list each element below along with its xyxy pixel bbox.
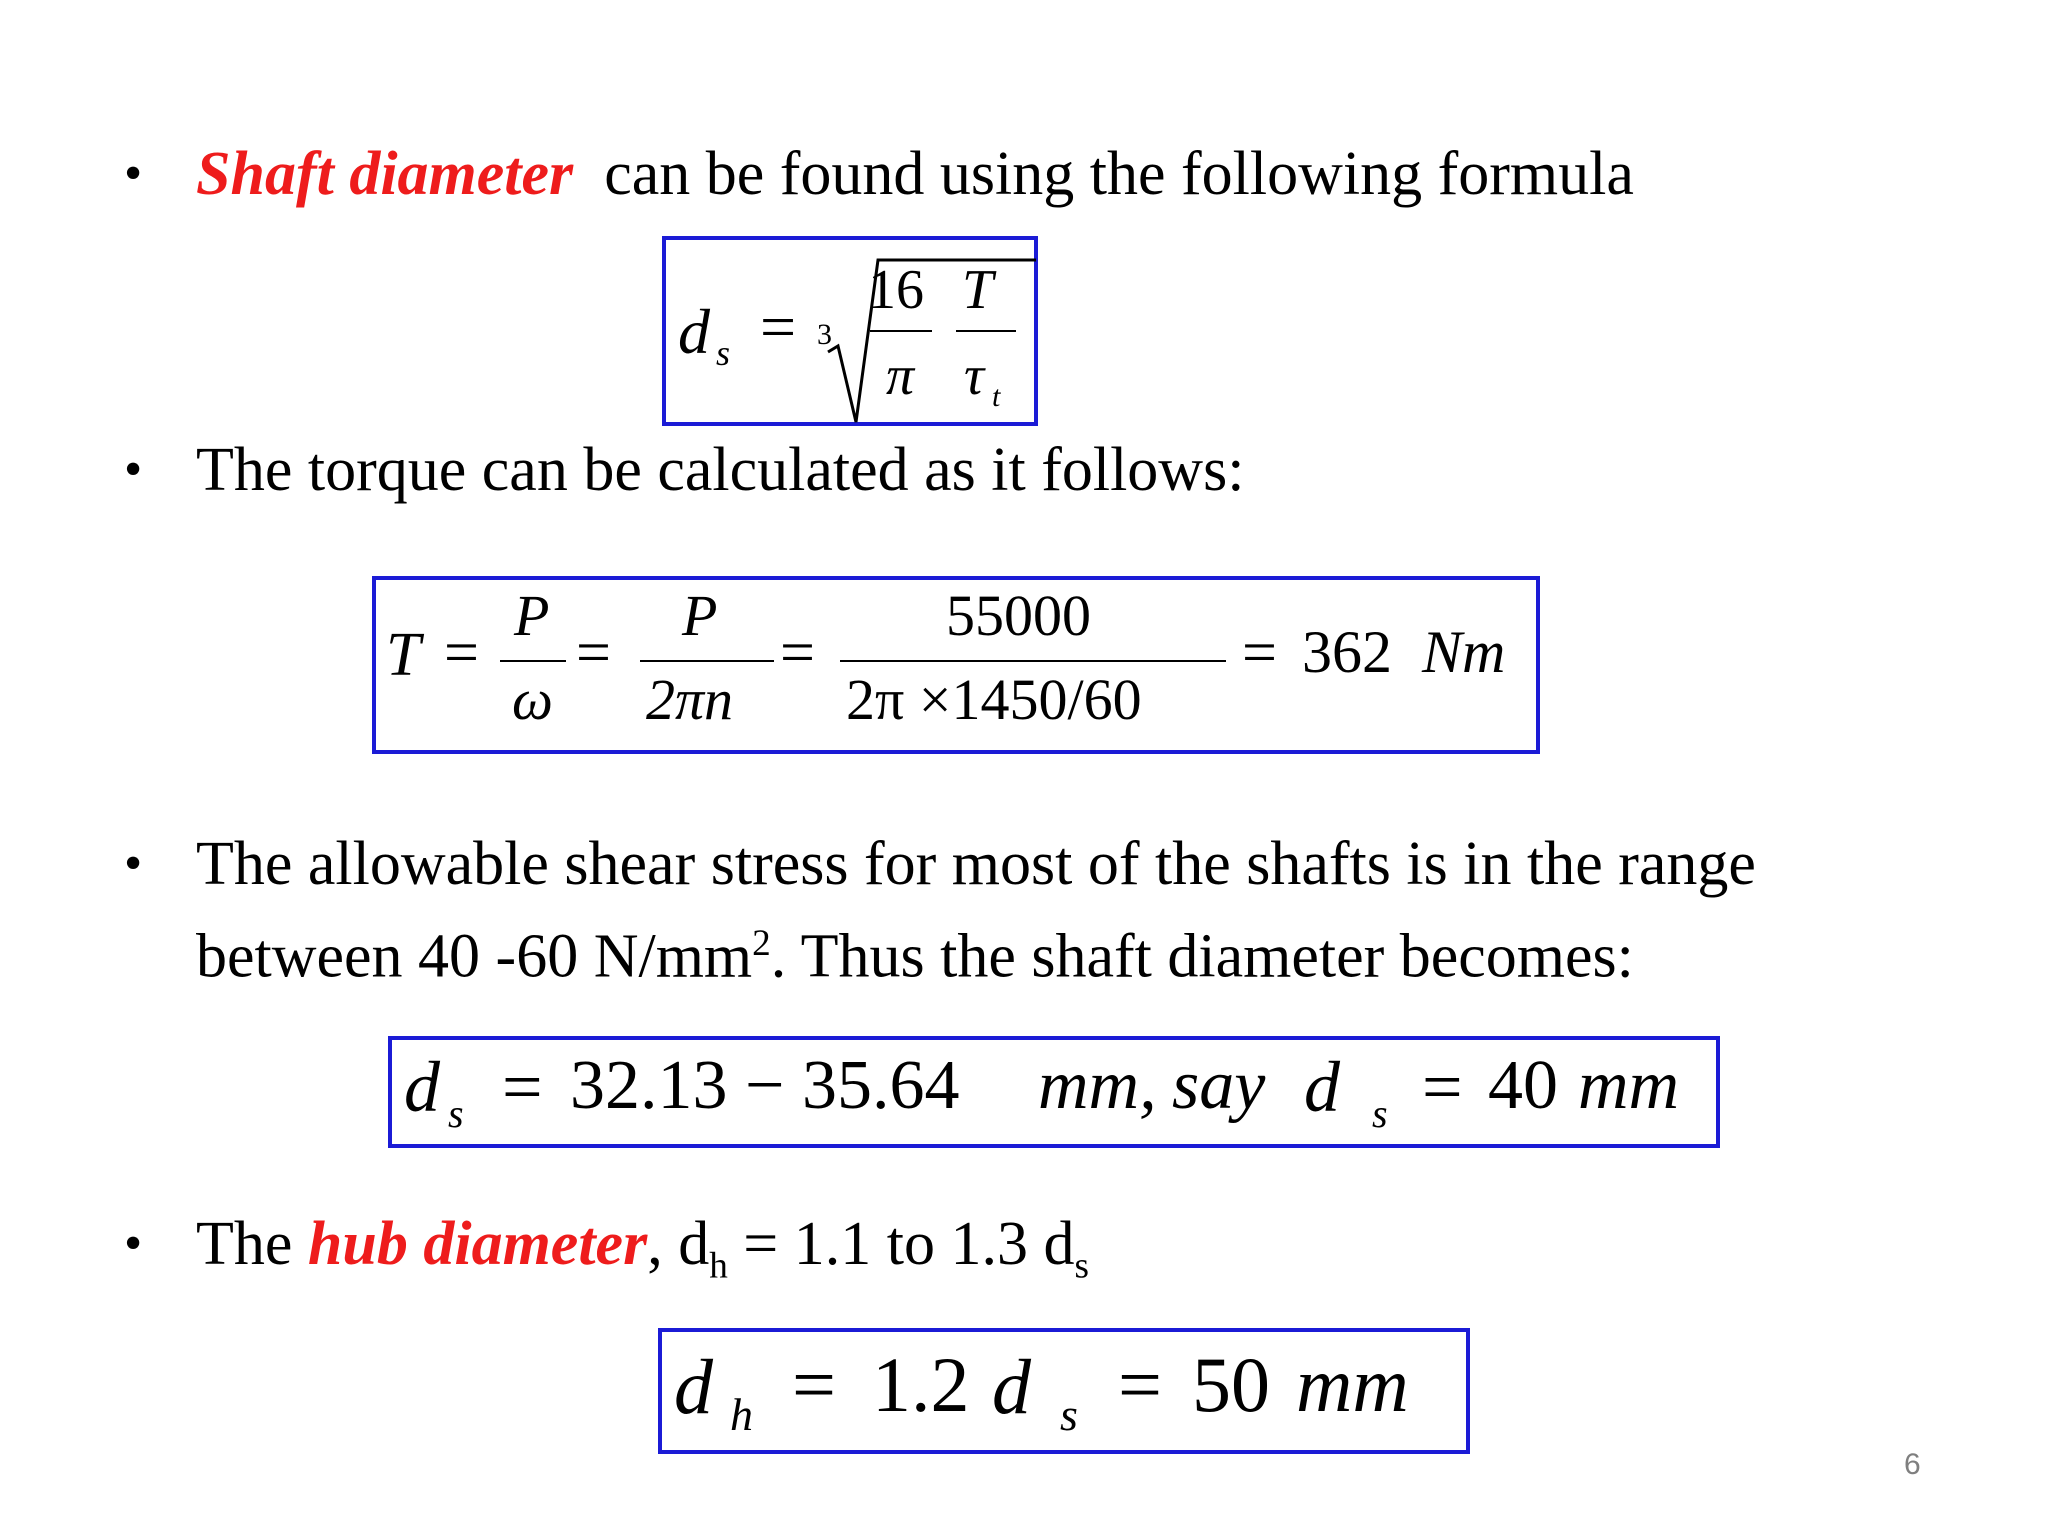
fraction2-bar [956,330,1016,332]
formula-unit: mm [1296,1341,1409,1428]
formula-unit2: mm [1578,1047,1680,1124]
fraction1-numerator: P [514,583,550,648]
bullet-text-pre: The [196,1210,293,1278]
bullet-dot: • [124,145,143,202]
fraction2-numerator: P [682,583,718,648]
slide-number: 6 [1904,1448,1921,1481]
bullet-text-line2-post: . Thus the shaft diameter becomes: [770,922,1634,991]
highlight-hub-diameter: hub diameter [307,1210,648,1278]
formula-var-d: d [678,296,710,367]
formula-coef: 1.2 [872,1341,970,1428]
formula-shaft-diameter [662,236,1038,426]
bullet-text-line2-pre: between 40 -60 N/mm [196,922,753,991]
subscript-h: h [709,1245,728,1287]
formula-var-d: d [674,1343,713,1430]
formula-sub-s: s [448,1091,464,1136]
formula-equals: = [1422,1047,1463,1127]
formula-equals: = [444,619,479,687]
fraction1-denominator: π [886,345,915,407]
fraction2-numerator: T [962,259,994,321]
formula-var-T: T [386,621,421,689]
formula-equals: = [502,1047,543,1127]
formula-equals: = [576,619,611,687]
formula-equals: = [1118,1341,1162,1428]
bullet-dot: • [124,835,143,892]
fraction1-denominator: ω [512,667,553,732]
formula-range: 32.13 − 35.64 [570,1047,960,1124]
formula-value: 40 [1488,1047,1558,1124]
fraction1-bar [500,660,566,662]
formula-say: say [1172,1047,1266,1124]
formula-equals: = [780,619,815,687]
formula-sub-s2: s [1372,1091,1388,1136]
bullet-hub-diameter [124,1204,1089,1306]
formula-result: 362 [1302,619,1392,685]
subscript-s: s [1074,1245,1089,1287]
formula-torque [372,576,1540,754]
bullet-var-d: d [678,1210,710,1278]
bullet-dot: • [124,441,143,498]
bullet-torque [124,430,1245,510]
bullet-comma: , [647,1210,663,1278]
fraction2-denominator-sub: t [992,380,1001,413]
superscript-2: 2 [752,923,771,964]
fraction3-denominator: 2π ×1450/60 [846,667,1142,732]
bullet-text: can be found using the following formula [604,140,1634,208]
highlight-shaft-diameter: Shaft diameter [196,140,574,208]
fraction2-denominator: τ [964,345,985,407]
formula-sub-h: h [730,1389,753,1440]
fraction3-bar [840,660,1226,662]
formula-unit: Nm [1422,619,1506,685]
formula-var-d: d [404,1047,440,1127]
bullet-text: The torque can be calculated as it follows: [196,436,1245,504]
formula-unit: mm, [1038,1047,1157,1124]
formula-sub-s: s [716,333,731,373]
cube-root-sign [826,252,1038,428]
formula-var-d2: d [1304,1047,1340,1127]
formula-hub-result [658,1328,1470,1454]
formula-equals: = [792,1341,836,1428]
bullet-shaft-diameter [124,134,1634,214]
formula-sub-s: s [1060,1389,1078,1440]
bullet-shear-stress-line2 [196,904,1634,997]
fraction2-denominator: 2πn [646,667,734,732]
bullet-dot: • [124,1215,143,1272]
formula-equals: = [1242,619,1277,687]
formula-var-d2: d [992,1343,1031,1430]
formula-equals: = [760,291,797,362]
bullet-text-line1: The allowable shear stress for most of the shafts is in the range [196,830,1756,898]
bullet-shear-stress [124,824,1756,904]
bullet-text-mid: = 1.1 to 1.3 d [727,1210,1075,1278]
fraction1-bar [870,330,932,332]
root-index: 3 [817,318,832,351]
fraction1-numerator: 16 [868,259,924,321]
formula-value: 50 [1192,1341,1270,1428]
fraction2-bar [640,660,774,662]
fraction3-numerator: 55000 [946,583,1091,648]
formula-shaft-result [388,1036,1720,1148]
